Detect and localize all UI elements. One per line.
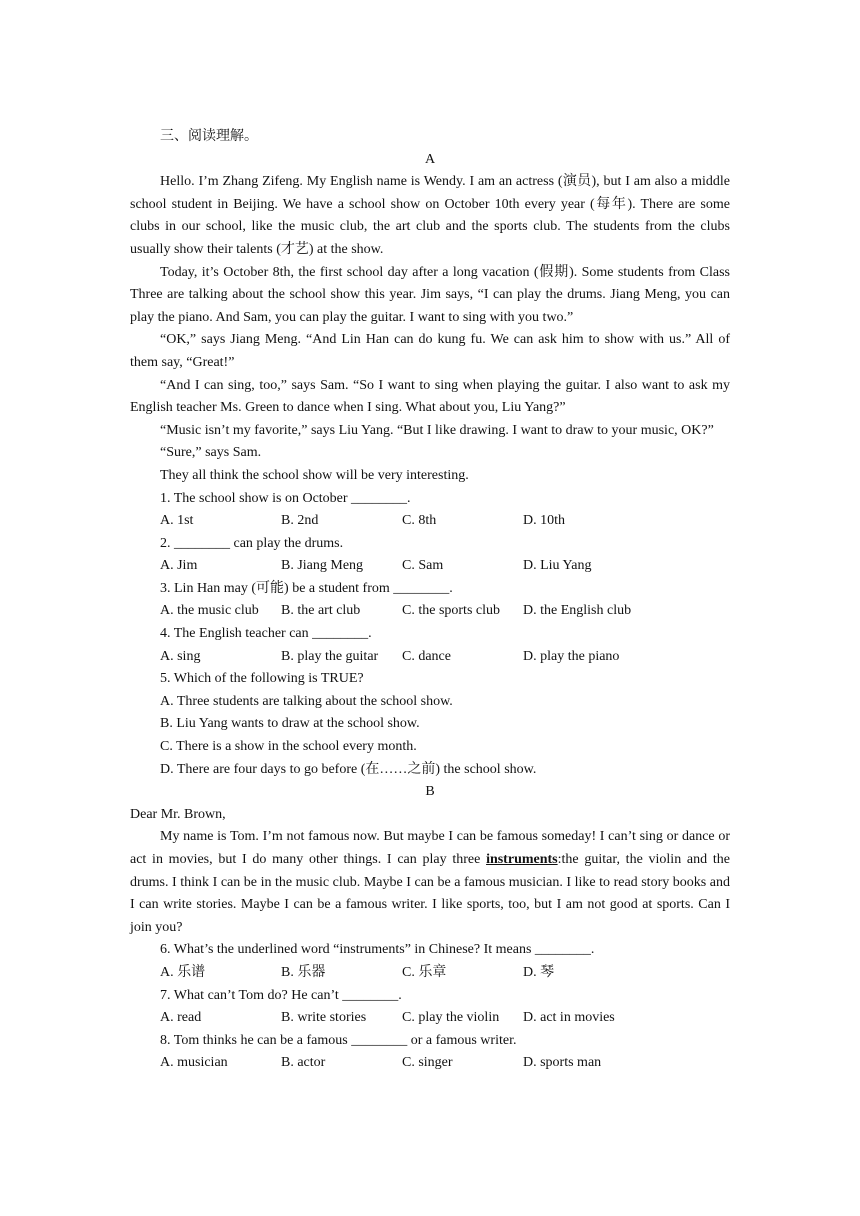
option: B. Liu Yang wants to draw at the school show. [160,716,420,732]
option: D. 10th [523,513,565,529]
underlined-word: instruments [486,852,558,867]
document-page [130,126,730,1075]
passage-b-label: B [425,784,435,800]
passage-a-paragraph: They all think the school show will be very interesting. [160,467,469,483]
option: D. 琴 [523,964,555,980]
passage-a-paragraph: “Music isn’t my favorite,” says Liu Yang. “But I like drawing. I want to draw to your music, OK?” [160,422,714,438]
option: A. 1st [160,513,194,529]
option: A. Jim [160,558,198,574]
option: A. the music club [160,603,259,619]
passage-a-paragraph: “And I can sing, too,” says Sam. “So I want to sing when playing the guitar. I also want to ask my English teacher Ms. Green to dance when I sing. What about you, Liu Yang?” [130,377,730,416]
option: C. dance [402,648,451,664]
question-stem: 8. Tom thinks he can be a famous ________ or a famous writer. [160,1032,517,1048]
option: A. sing [160,648,201,664]
letter-body-end: :the guitar, the violin and the drums. I think I can be in the music club. Maybe I can be a famous musician. I like to read story books and I can write stories. Maybe I can be a famous writer. I like sports, too, but I am not good at sports. Can I join you? [130,852,730,935]
option: D. the English club [523,603,632,619]
option: A. 乐谱 [160,964,206,980]
option: B. the art club [281,603,361,619]
option: B. Jiang Meng [281,558,364,574]
passage-a-paragraph: “Sure,” says Sam. [160,445,262,461]
question-options [130,646,730,669]
option: D. act in movies [523,1010,615,1026]
option: B. write stories [281,1010,367,1026]
question-stem: 5. Which of the following is TRUE? [160,671,364,687]
passage-a-label: A [424,151,436,167]
passage-a-paragraph: “OK,” says Jiang Meng. “And Lin Han can do kung fu. We can ask him to show with us.” All of them say, “Great!” [130,332,730,370]
option: C. 8th [402,513,437,529]
question-stem: 4. The English teacher can ________. [160,626,372,642]
question-stem: 1. The school show is on October ________. [160,490,411,506]
option: A. Three students are talking about the school show. [160,693,453,709]
option: B. 2nd [281,513,319,529]
option: D. Liu Yang [523,558,592,574]
letter-greeting: Dear Mr. Brown, [130,806,226,822]
question-options [130,555,730,578]
option: C. singer [402,1055,453,1071]
option: C. 乐章 [402,964,447,980]
option: B. play the guitar [281,648,379,664]
option: A. musician [160,1055,228,1071]
letter-body-start: My name is Tom. I’m not famous now. But maybe I can be famous someday! I can’t sing or dance or act in movies, but I do many other things. I can play three [130,829,730,867]
question-stem: 6. What’s the underlined word “instruments” in Chinese? It means ________. [160,942,595,958]
option: D. sports man [523,1055,602,1071]
question-options [130,1052,730,1075]
passage-a-paragraph: Hello. I’m Zhang Zifeng. My English name is Wendy. I am an actress (演员), but I am also a middle school student in Beijing. We have a school show on October 10th every year (每年). There are some clubs in our school, like the music club, the art club and the sports club. The students from the clubs usually show their talents (才艺) at the show. [130,174,730,257]
option: D. play the piano [523,648,620,664]
letter-body [130,826,730,939]
option: C. the sports club [402,603,500,619]
question-stem: 3. Lin Han may (可能) be a student from ________. [160,580,453,596]
question-options [130,510,730,533]
option: A. read [160,1010,202,1026]
question-options [130,1007,730,1030]
passage-a-paragraph: Today, it’s October 8th, the first school day after a long vacation (假期). Some students from Class Three are talking about the school show this year. Jim says, “I can play the drums. Jiang Meng, you can play the piano. And Sam, you can play the guitar. I want to sing with you two.” [130,264,730,325]
option: C. There is a show in the school every month. [160,739,417,755]
question-stem: 2. ________ can play the drums. [160,535,344,551]
question-options [130,600,730,623]
section-title: 三、阅读理解。 [160,129,258,144]
option: B. 乐器 [281,964,326,980]
question-options [130,962,730,985]
option: C. play the violin [402,1010,500,1026]
option: C. Sam [402,558,444,574]
option: D. There are four days to go before (在……之前) the school show. [160,761,537,777]
question-stem: 7. What can’t Tom do? He can’t ________. [160,987,402,1003]
option: B. actor [281,1055,326,1071]
